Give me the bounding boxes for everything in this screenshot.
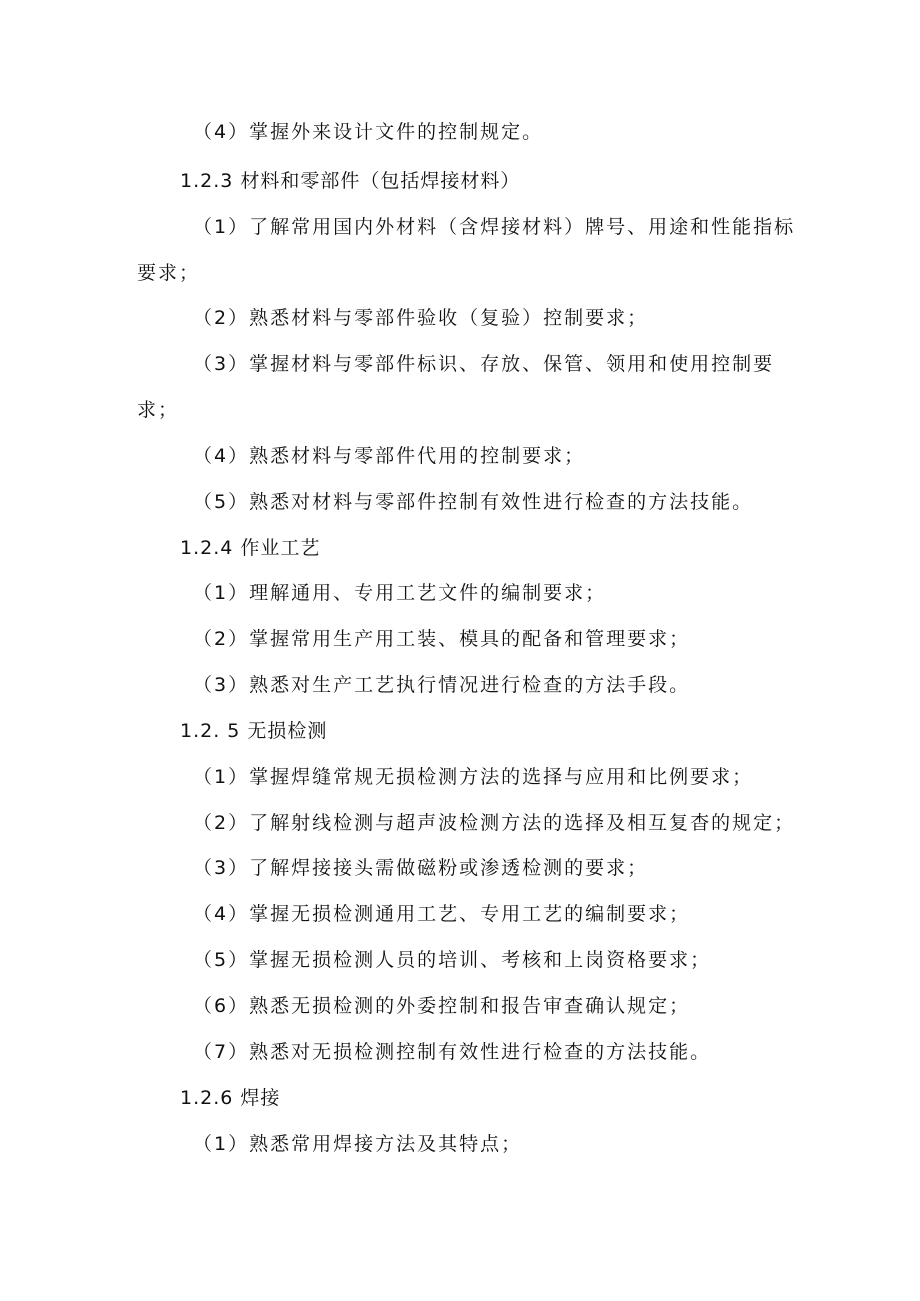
list-item: （3）掌握材料与零部件标识、存放、保管、领用和使用控制要 — [193, 353, 775, 375]
list-item: （2）掌握常用生产用工装、模具的配备和管理要求； — [193, 628, 691, 650]
list-item: （2）熟悉材料与零部件验收（复验）控制要求； — [193, 307, 649, 329]
section-heading: 1.2.4 作业工艺 — [180, 537, 321, 559]
list-item: （1）掌握焊缝常规无损检测方法的选择与应用和比例要求； — [193, 766, 754, 788]
list-item: （3）了解焊接接头需做磁粉或渗透检测的要求； — [193, 857, 649, 879]
list-item: （4）掌握外来设计文件的控制规定。 — [193, 121, 544, 143]
list-item: （4）掌握无损检测通用工艺、专用工艺的编制要求； — [193, 903, 691, 925]
list-item: （6）熟悉无损检测的外委控制和报告审查确认规定； — [193, 995, 691, 1017]
list-item: （1）理解通用、专用工艺文件的编制要求； — [193, 582, 607, 604]
list-item: （7）熟悉对无损检测控制有效性进行检查的方法技能。 — [193, 1041, 712, 1063]
section-heading: 1.2. 5 无损检测 — [180, 720, 328, 742]
list-item: （1）熟悉常用焊接方法及其特点； — [193, 1133, 523, 1155]
list-item-continuation: 求； — [137, 399, 180, 421]
section-heading: 1.2.6 焊接 — [180, 1087, 281, 1109]
section-heading: 1.2.3 材料和零部件（包括焊接材料） — [180, 170, 521, 192]
list-item: （2）了解射线检测与超声波检测方法的选择及相互复杳的规定； — [193, 812, 796, 834]
list-item: （1）了解常用国内外材料（含焊接材料）牌号、用途和性能指标 — [193, 216, 796, 238]
list-item-continuation: 要求； — [137, 262, 201, 284]
list-item: （5）熟悉对材料与零部件控制有效性进行检查的方法技能。 — [193, 491, 754, 513]
list-item: （5）掌握无损检测人员的培训、考核和上岗资格要求； — [193, 949, 712, 971]
list-item: （4）熟悉材料与零部件代用的控制要求； — [193, 445, 586, 467]
list-item: （3）熟悉对生产工艺执行情况进行检查的方法手段。 — [193, 674, 691, 696]
